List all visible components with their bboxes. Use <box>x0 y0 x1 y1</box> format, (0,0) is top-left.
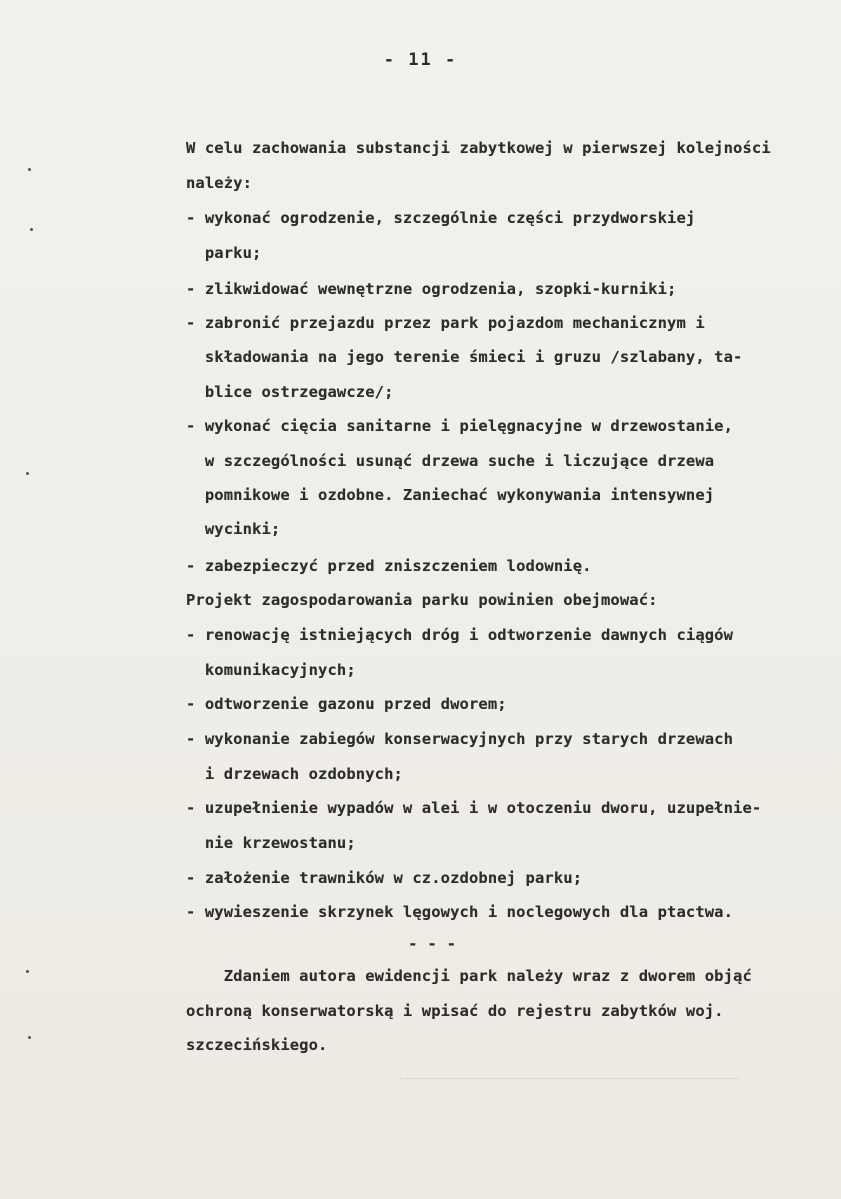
text-line: parku; <box>186 244 262 262</box>
paper-smudge <box>400 1078 740 1085</box>
text-line: w szczególności usunąć drzewa suche i liczujące drzewa <box>186 452 715 470</box>
closing-line: Zdaniem autora ewidencji park należy wraz z dworem objąć <box>186 967 752 985</box>
text-line: pomnikowe i ozdobne. Zaniechać wykonywania intensywnej <box>186 486 715 504</box>
margin-dot <box>26 472 29 475</box>
text-line: - zabezpieczyć przed zniszczeniem lodownię. <box>186 557 592 575</box>
text-line: blice ostrzegawcze/; <box>186 383 394 401</box>
text-line: - renowację istniejących dróg i odtworzenie dawnych ciągów <box>186 626 734 644</box>
text-line: wycinki; <box>186 520 281 538</box>
section-separator: - - - <box>408 934 457 953</box>
text-line: nie krzewostanu; <box>186 834 356 852</box>
text-line: - zabronić przejazdu przez park pojazdom mechanicznym i <box>186 314 705 332</box>
closing-line: ochroną konserwatorską i wpisać do rejestru zabytków woj. <box>186 1002 724 1020</box>
text-line: - odtworzenie gazonu przed dworem; <box>186 695 507 713</box>
text-line: - wykonać cięcia sanitarne i pielęgnacyjne w drzewostanie, <box>186 417 734 435</box>
margin-dot <box>28 168 31 171</box>
text-line: należy: <box>186 174 253 192</box>
closing-line: szczecińskiego. <box>186 1036 328 1054</box>
text-line: W celu zachowania substancji zabytkowej w pierwszej kolejności <box>186 139 771 157</box>
text-line: - wykonać ogrodzenie, szczególnie części przydworskiej <box>186 209 696 227</box>
text-line: - założenie trawników w cz.ozdobnej parku; <box>186 869 583 887</box>
text-line: - wykonanie zabiegów konserwacyjnych przy starych drzewach <box>186 730 734 748</box>
text-line: - uzupełnienie wypadów w alei i w otoczeniu dworu, uzupełnie- <box>186 799 762 817</box>
margin-dot <box>26 970 29 973</box>
margin-dot <box>30 228 33 231</box>
text-line: - wywieszenie skrzynek lęgowych i noclegowych dla ptactwa. <box>186 903 734 921</box>
text-line: - zlikwidować wewnętrzne ogrodzenia, szopki-kurniki; <box>186 280 677 298</box>
text-line: składowania na jego terenie śmieci i gruzu /szlabany, ta- <box>186 348 743 366</box>
text-line: i drzewach ozdobnych; <box>186 765 403 783</box>
margin-dot <box>28 1036 31 1039</box>
text-line: Projekt zagospodarowania parku powinien obejmować: <box>186 591 658 609</box>
text-line: komunikacyjnych; <box>186 661 356 679</box>
page-number: - 11 - <box>383 50 458 70</box>
